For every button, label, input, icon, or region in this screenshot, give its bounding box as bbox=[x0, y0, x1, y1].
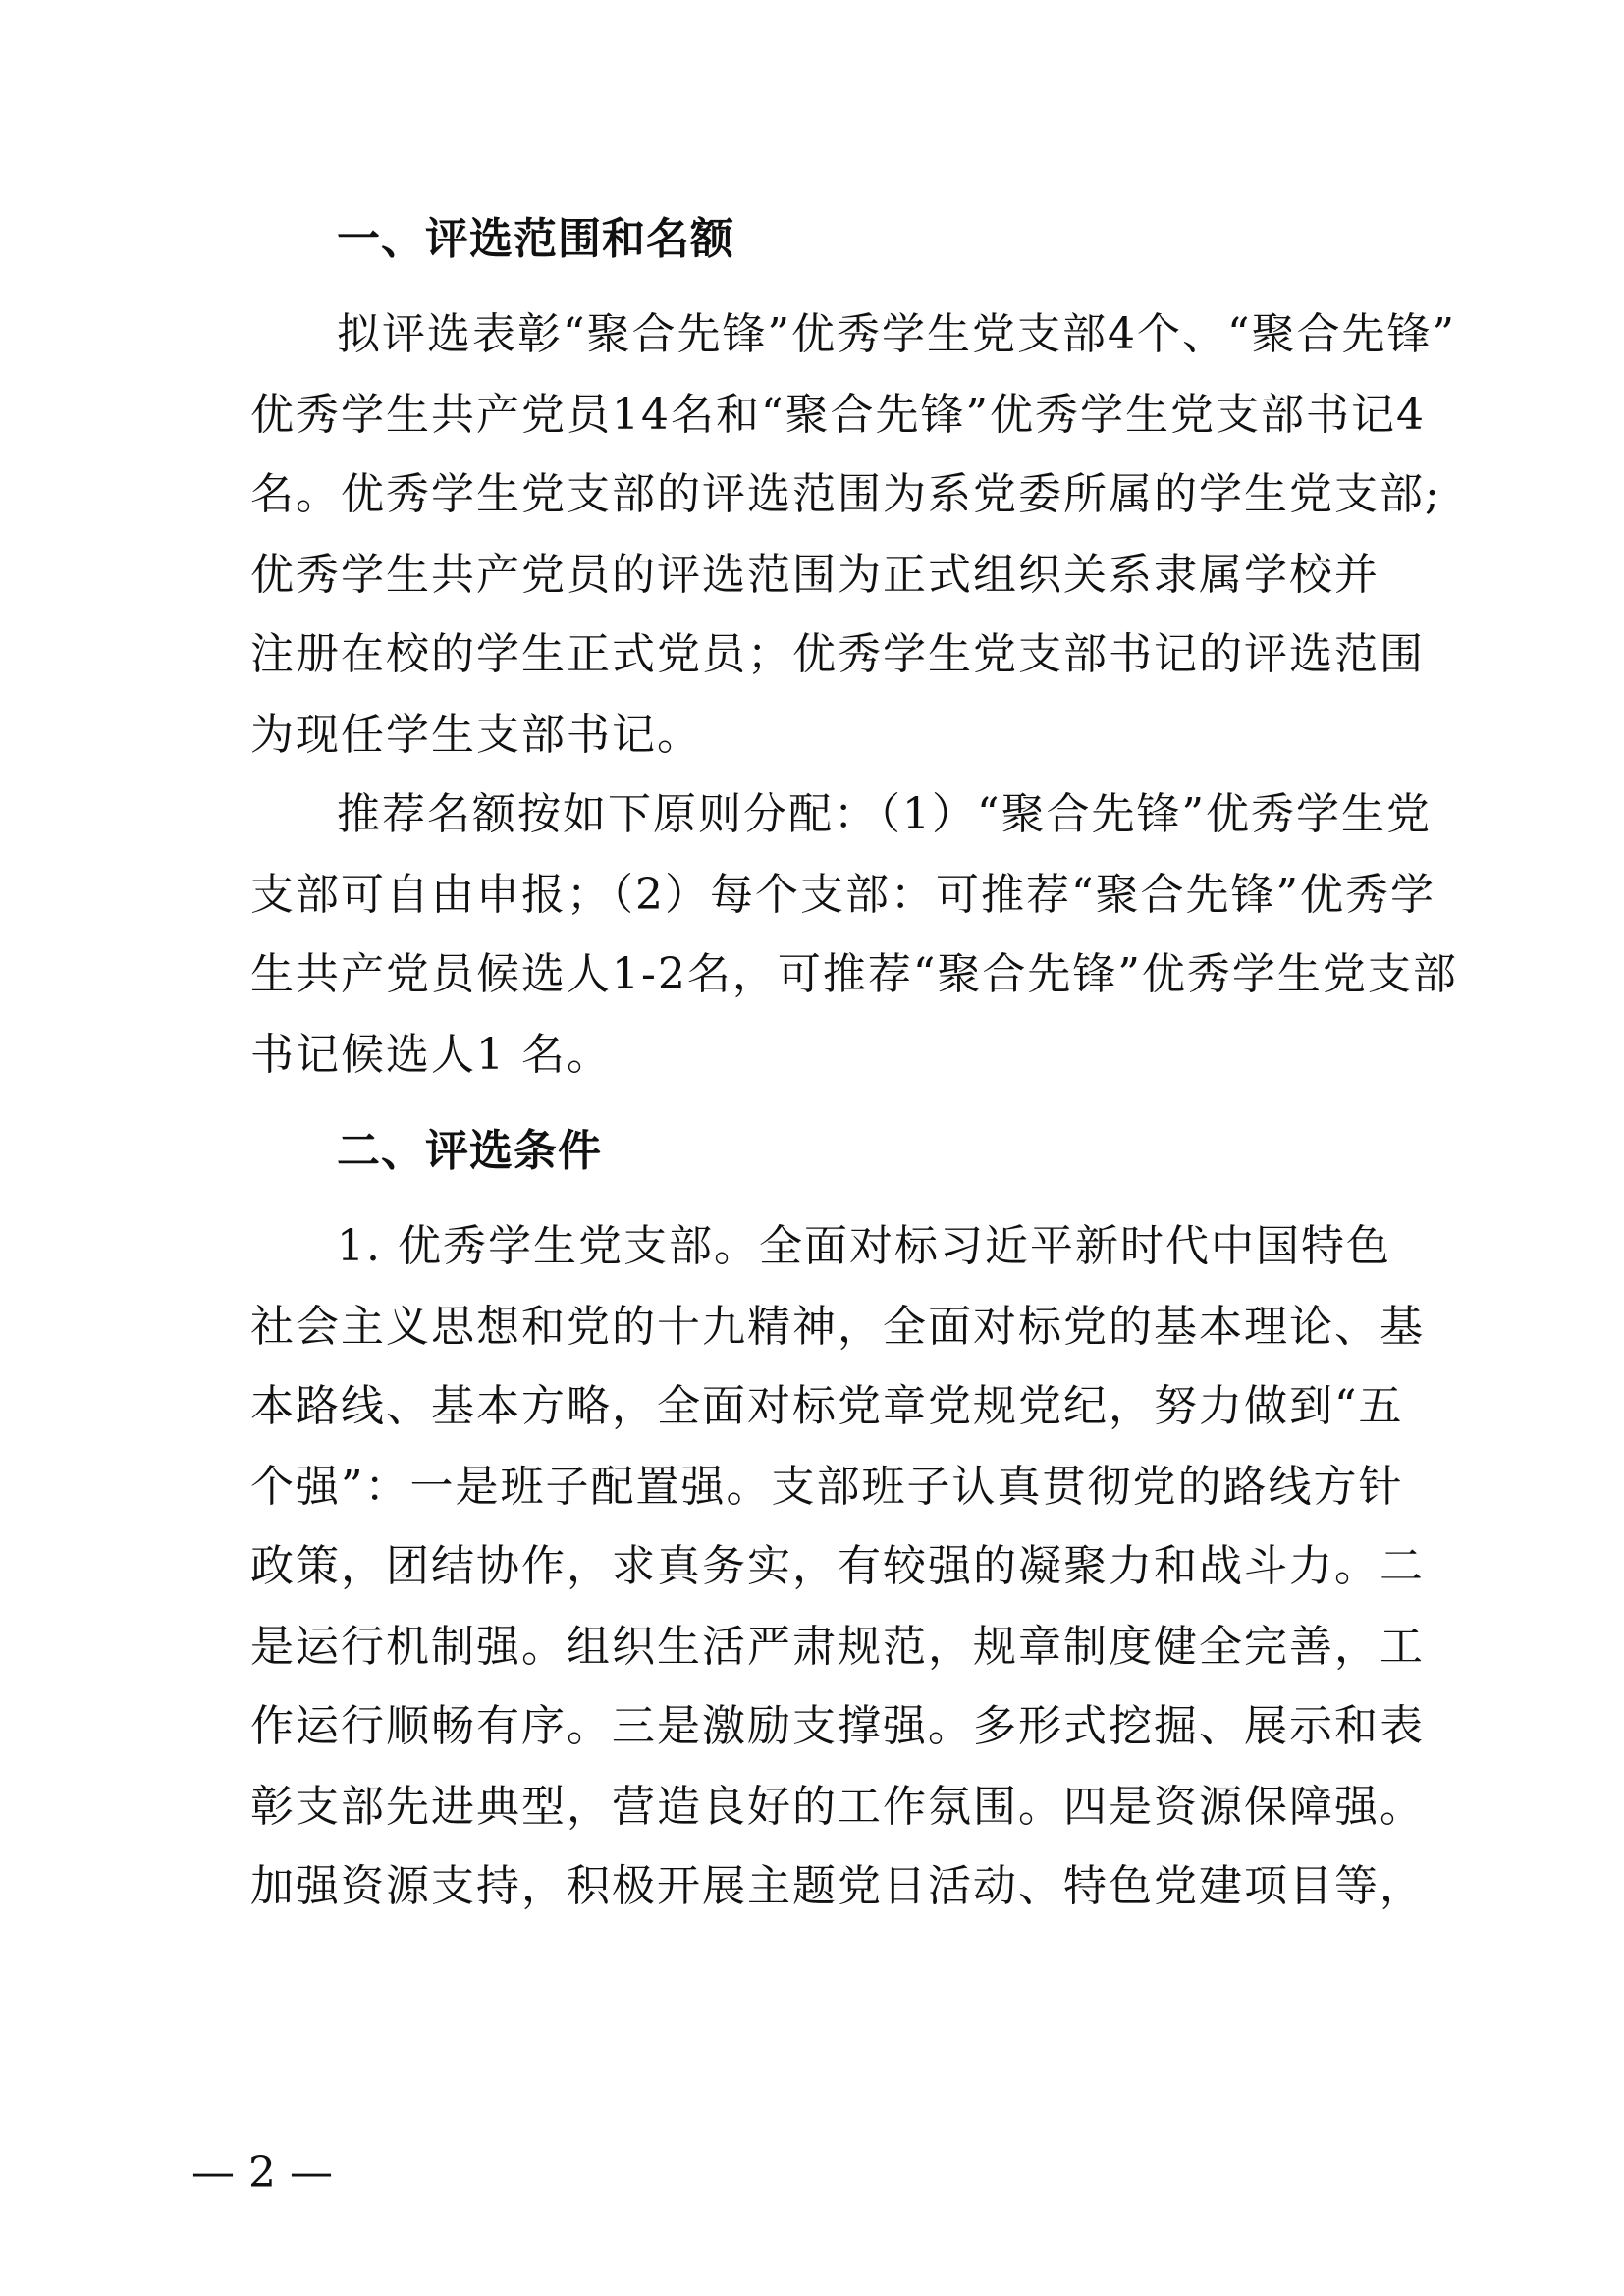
paragraph-scope-quota bbox=[250, 294, 1456, 774]
paragraph-line: 为现任学生支部书记。 bbox=[250, 709, 702, 760]
paragraph-line: 1. 优秀学生党支部。全面对标习近平新时代中国特色 bbox=[337, 1221, 1391, 1271]
paragraph-line: 支部可自由申报；（2）每个支部：可推荐“聚合先锋”优秀学 bbox=[250, 869, 1435, 920]
paragraph-line: 名。优秀学生党支部的评选范围为系党委所属的学生党支部; bbox=[250, 469, 1441, 519]
paragraph-line: 注册在校的学生正式党员；优秀学生党支部书记的评选范围 bbox=[250, 629, 1425, 679]
paragraph-line: 彰支部先进典型，营造良好的工作氛围。四是资源保障强。 bbox=[250, 1781, 1425, 1832]
paragraph-line: 作运行顺畅有序。三是激励支撑强。多形式挖掘、展示和表 bbox=[250, 1701, 1425, 1751]
section-heading-criteria: 二、评选条件 bbox=[337, 1126, 602, 1176]
paragraph-line: 生共产党员候选人1-2名，可推荐“聚合先锋”优秀学生党支部 bbox=[250, 949, 1458, 999]
paragraph-line: 拟评选表彰“聚合先锋”优秀学生党支部4个、“聚合先锋” bbox=[337, 309, 1456, 359]
paragraph-line: 本路线、基本方略，全面对标党章党规党纪，努力做到“五 bbox=[250, 1381, 1404, 1431]
page-number: — 2 — bbox=[191, 2148, 333, 2198]
paragraph-line: 加强资源支持，积极开展主题党日活动、特色党建项目等， bbox=[250, 1861, 1425, 1911]
paragraph-line: 社会主义思想和党的十九精神，全面对标党的基本理论、基 bbox=[250, 1301, 1425, 1352]
paragraph-line: 优秀学生共产党员14名和“聚合先锋”优秀学生党支部书记4 bbox=[250, 389, 1426, 440]
paragraph-line: 政策，团结协作，求真务实，有较强的凝聚力和战斗力。二 bbox=[250, 1541, 1425, 1591]
paragraph-excellent-branch bbox=[250, 1206, 1425, 1927]
paragraph-line: 优秀学生共产党员的评选范围为正式组织关系隶属学校并 bbox=[250, 549, 1380, 600]
paragraph-line: 推荐名额按如下原则分配：（1）“聚合先锋”优秀学生党 bbox=[337, 789, 1432, 839]
paragraph-line: 个强”：一是班子配置强。支部班子认真贯彻党的路线方针 bbox=[250, 1461, 1404, 1512]
paragraph-line: 是运行机制强。组织生活严肃规范，规章制度健全完善，工 bbox=[250, 1621, 1425, 1672]
paragraph-quota-allocation bbox=[250, 774, 1458, 1095]
document-body bbox=[250, 202, 1458, 1927]
section-heading-scope: 一、评选范围和名额 bbox=[337, 214, 734, 264]
paragraph-line: 书记候选人1 名。 bbox=[250, 1029, 612, 1080]
